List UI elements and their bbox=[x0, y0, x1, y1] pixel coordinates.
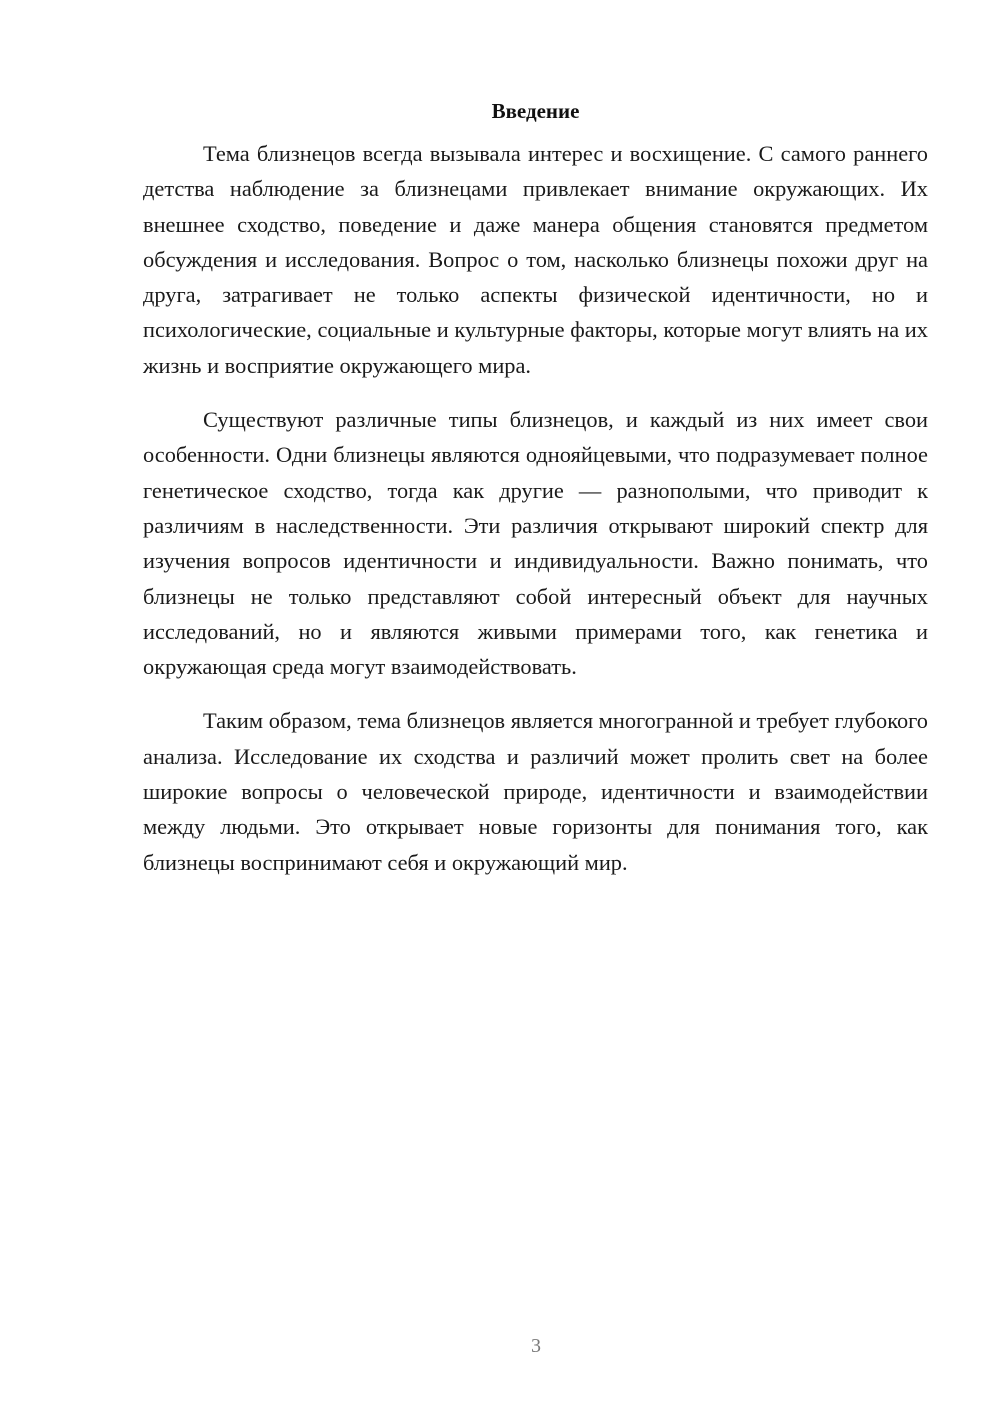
paragraph-3: Таким образом, тема близнецов является многогранной и требует глубокого анализа. Исследование их сходства и различий может пролить свет на более широкие вопросы о человеческой природе, идентичности и взаимодействии между людьми. Это открывает новые горизонты для понимания того, как близнецы воспринимают себя и окружающий мир. bbox=[143, 708, 928, 875]
paragraph-1: Тема близнецов всегда вызывала интерес и восхищение. С самого раннего детства наблюдение за близнецами привлекает внимание окружающих. Их внешнее сходство, поведение и даже манера общения становятся предметом обсуждения и исследования. Вопрос о том, насколько близнецы похожи друг на друга, затрагивает не только аспекты физической идентичности, но и психологические, социальные и культурные факторы, которые могут влиять на их жизнь и восприятие окружающего мира. bbox=[143, 141, 928, 378]
page-number: 3 bbox=[531, 1335, 541, 1357]
paragraph-2: Существуют различные типы близнецов, и каждый из них имеет свои особенности. Одни близнецы являются однояйцевыми, что подразумевает полное генетическое сходство, тогда как другие — разнополыми, что приводит к различиям в наследственности. Эти различия открывают широкий спектр для изучения вопросов идентичности и индивидуальности. Важно понимать, что близнецы не только представляют собой интересный объект для научных исследований, но и являются живыми примерами того, как генетика и окружающая среда могут взаимодействовать. bbox=[143, 407, 928, 680]
page-content bbox=[143, 96, 928, 899]
section-heading: Введение bbox=[491, 99, 580, 123]
